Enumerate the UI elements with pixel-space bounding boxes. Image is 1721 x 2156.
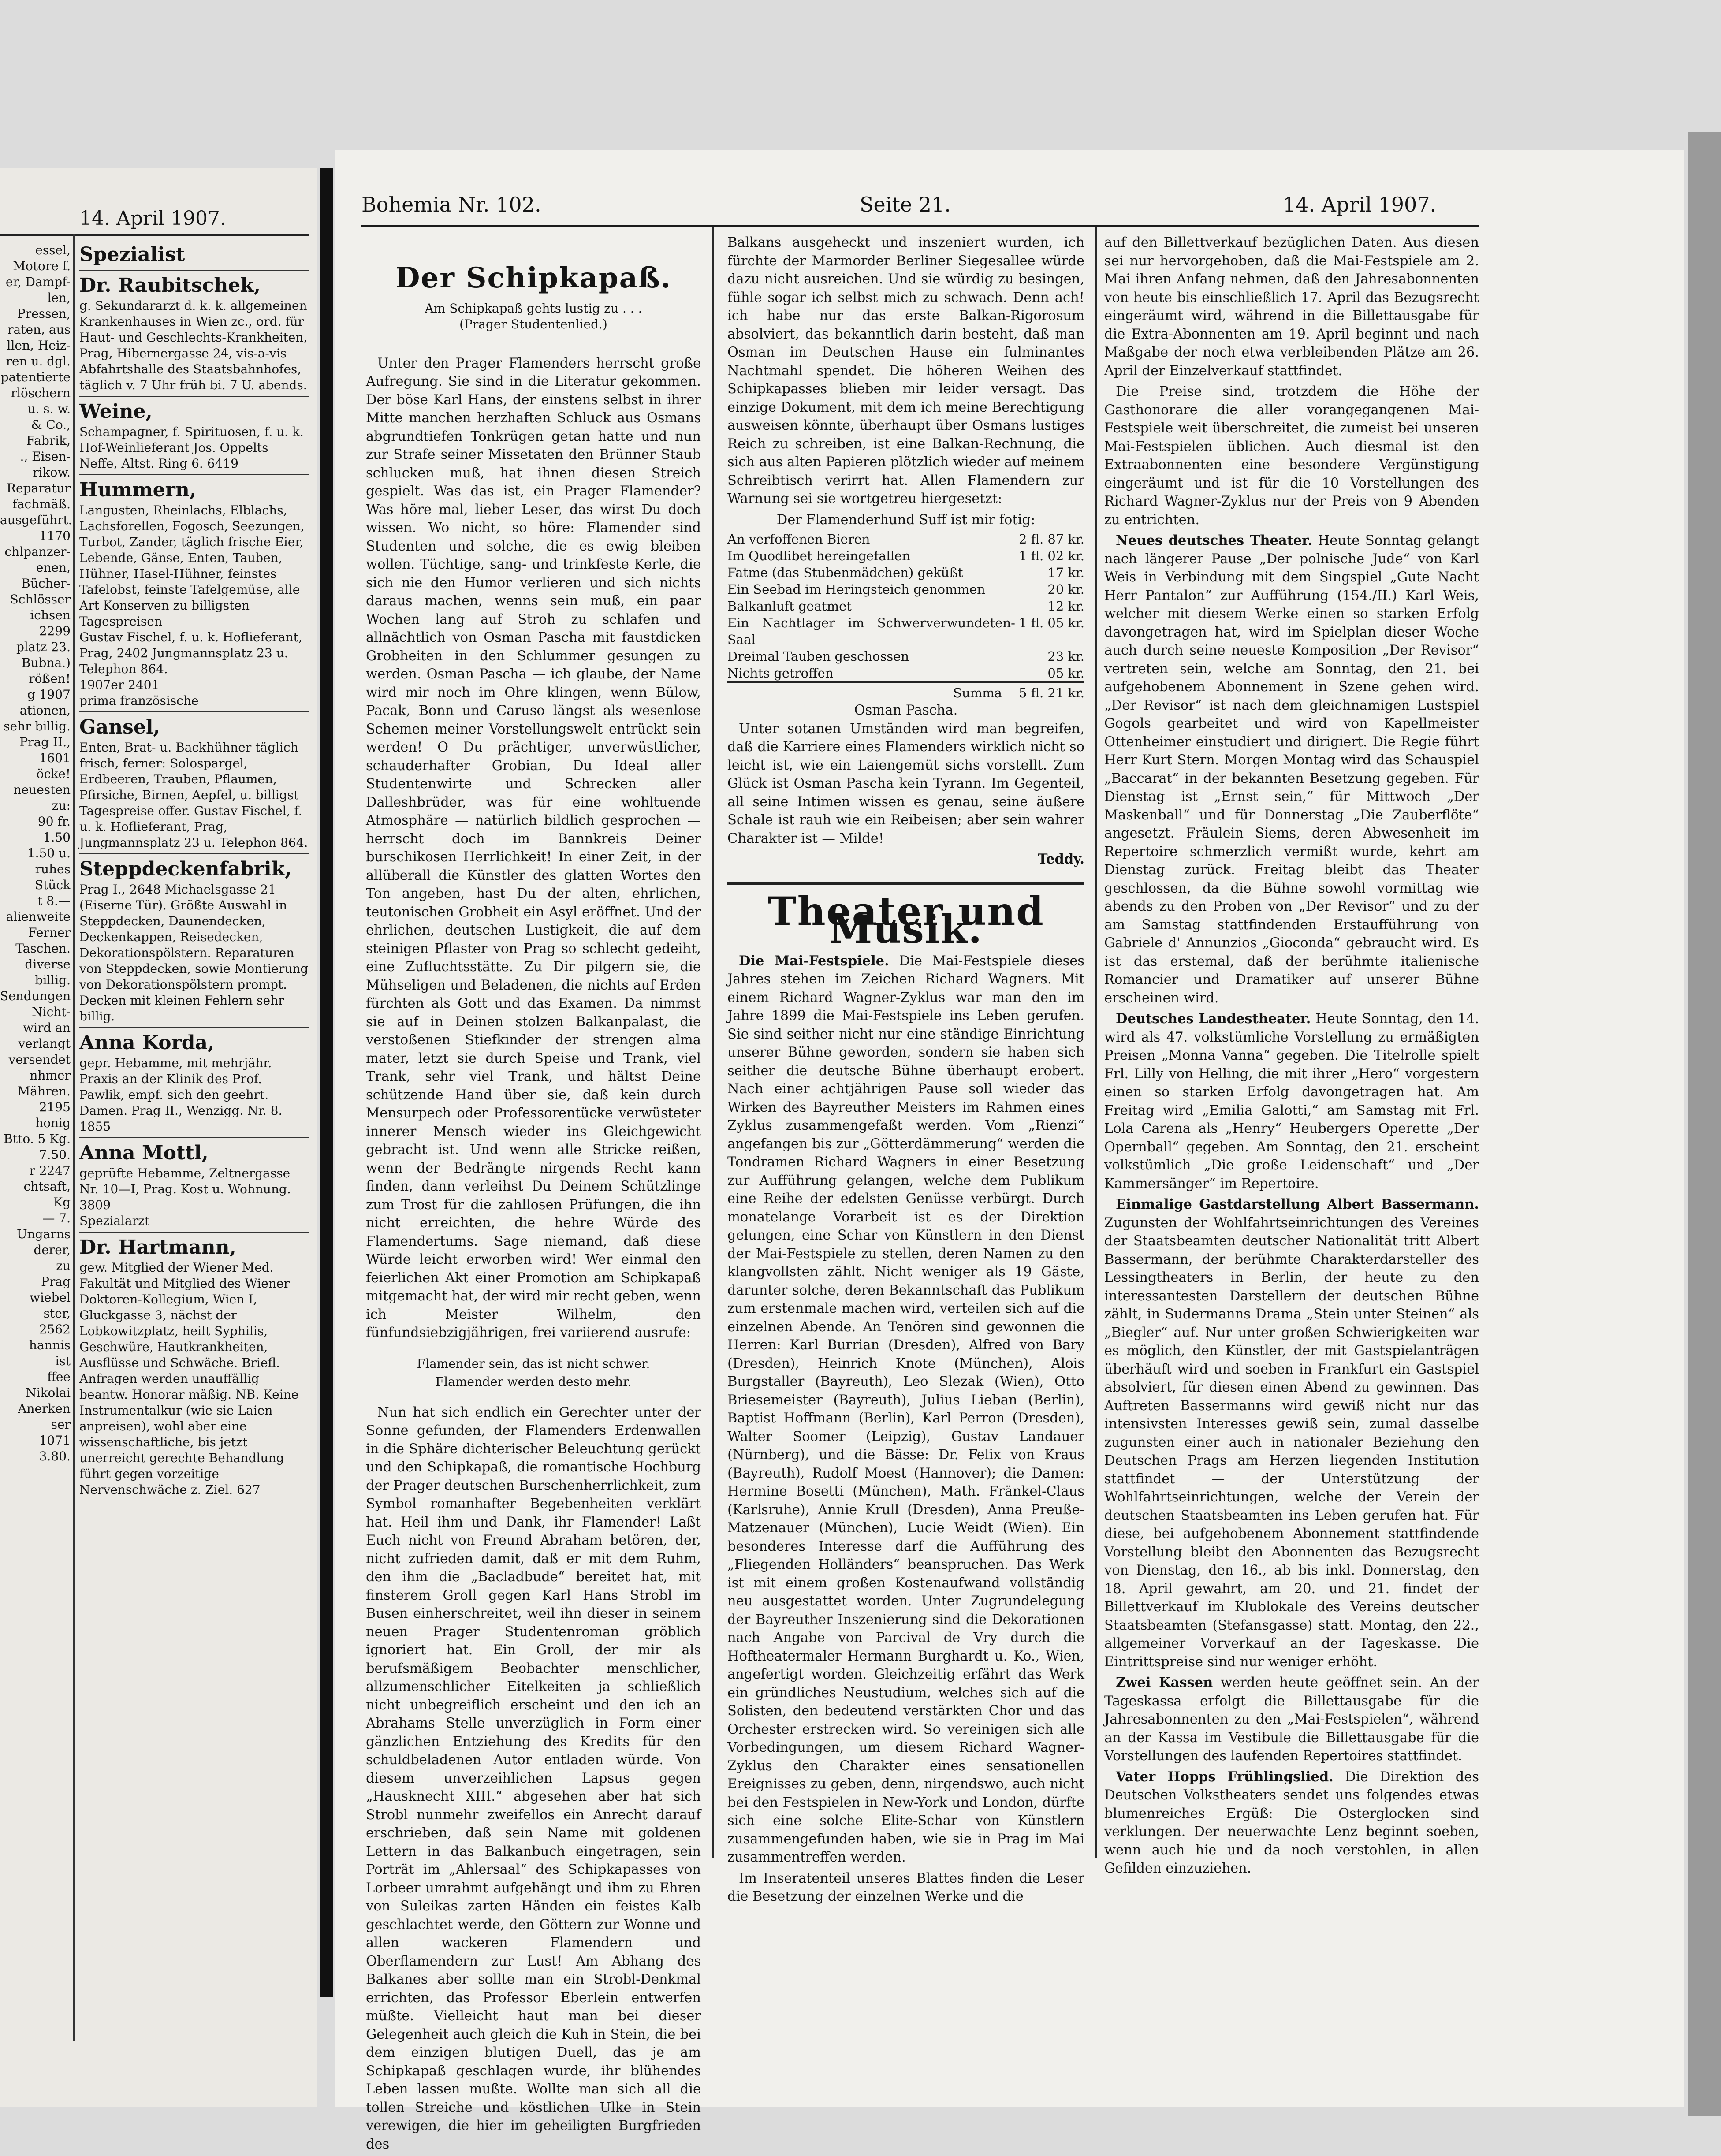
left-page-fragment: 90 fr. [37, 814, 71, 829]
left-page-fragment: derer, [34, 1243, 71, 1257]
ad-text: Enten, Brat- u. Backhühner täglich frisch, ferner: Solospargel, Erdbeeren, Trauben, Pflaumen, Pfirsiche, Birnen, Aepfel, u. billigst Tagespreise offer. Gustav Fischel, f. u. k. Hoflieferant, Prag, Jungmannsplatz 23 u. Telephon 864. [79, 740, 308, 850]
bill-table [727, 531, 1084, 701]
article-paragraph: Die Mai-Festspiele dieses Jahres stehen im Zeichen Richard Wagners. Mit einem Richard Wagner-Zyklus war man den im Jahre 1899 die Mai-Festspiele ins Leben gerufen. Sie sind seither nicht nur eine ständige Einrichtung unserer Bühne geworden, sondern sie haben sich seither die deutsche Bühne überhaupt erobert. Nach einer achtjährigen Pause soll wieder das Wirken des Bayreuther Meisters im Rahmen eines Zyklus zusammengefaßt werden. Vom „Rienzi“ angefangen bis zur „Götterdämmerung“ werden die Tondramen Richard Wagners in einer Besetzung zur Aufführung gelangen, welche dem Publikum eine Reihe der edelsten Genüsse verbürgt. Durch monatelange Vorarbeit ist es der Direktion gelungen, eine Schar von Künstlern in den Dienst der Mai-Festspiele zu stellen, deren Namen zu den klangvollsten zählt. Nicht weniger als 19 Gäste, darunter solche, deren Bekanntschaft das Publikum zum erstenmale machen wird, verteilen sich auf die einzelnen Abende. An Tenören sind gewonnen die Herren: Karl Burrian (Dresden), Alfred von Bary (Dresden), Heinrich Knote (München), Alois Burgstaller (Bayreuth), Leo Slezak (Wien), Otto Briesemeister (Bayreuth), Julius Lieban (Berlin), Baptist Hoffmann (Berlin), Karl Perron (Dresden), Walter Soomer (Leipzig), Gustav Landauer (Nürnberg), und die Bässe: Dr. Felix von Kraus (Bayreuth), Rudolf Moest (Hannover); die Damen: Hermine Bosetti (München), Math. Fränkel-Claus (Karlsruhe), Annie Krull (Dresden), Anna Preuße-Matzenauer (München), Lucie Weidt (Wien). Ein besonderes Interesse darf die Aufführung des „Fliegenden Holländers“ beanspruchen. Das Werk ist mit einem großen Kostenaufwand vollständig neu ausgestattet worden. Unter Zugrundelegung der Bayreuther Inszenierung sind die Dekorationen nach Angabe von Parcival de Vry durch die Hoftheatermaler Hermann Burghardt u. Ko., Wien, angefertigt worden. Gleichzeitig erfährt das Werk ein gründliches Neustudium, welches sich auf die Solisten, den bedeutend verstärkten Chor und das Orchester erstrecken wird. So vereinigen sich alle Vorbedingungen, um diesem Richard Wagner-Zyklus den Charakter eines sensationellen Ereignisses zu geben, denn, nirgendswo, auch nicht bei den Festspielen in New-York und London, dürfte sich eine solche Elite-Schar von Künstlern zusammengefunden haben, wie sie in Prag im Mai zusammentreffen werden. [727, 953, 1085, 1865]
left-page-fragment: t 8.— [37, 894, 71, 908]
ad-heading: Anna Korda, [79, 1031, 215, 1054]
left-page-fragment: raten, aus [7, 322, 71, 337]
section-rule [727, 882, 1084, 885]
left-page-fragment: Sendungen [0, 989, 71, 1003]
subheading: Vater Hopps Frühlingslied. [1116, 1769, 1334, 1785]
left-page-fragment: 2562 [39, 1322, 71, 1337]
bill-amount: 1 fl. 02 kr. [1018, 548, 1084, 563]
article-paragraph: Heute Sonntag, den 14. wird als 47. volkstümliche Vorstellung zu ermäßigten Preisen „Monna Vanna“ gegeben. Die Titelrolle spielt Frl. Lilly von Helling, die mit ihrer „Hero“ vorgestern einen so starken Erfolg davongetragen hat. Am Freitag wird „Emilia Galotti,“ am Samstag mit Frl. Lola Carena als „Henry“ Heubergers Operette „Der Opernball“ gegeben. Am Sonntag, den 21. erscheint volkstümlich „Die große Leidenschaft“ und „Der Kammersänger“ im Repertoire. [1104, 1011, 1479, 1192]
left-page-fragment: 2195 [39, 1100, 71, 1114]
left-page-fragment: nhmer [30, 1068, 71, 1083]
left-page-column-b [79, 242, 309, 1498]
left-page-fragment: ist [55, 1354, 71, 1368]
left-page-fragment: hannis [29, 1338, 71, 1352]
left-page-fragment: Bücher- [21, 576, 71, 591]
ad-text: Gustav Fischel, f. u. k. Hoflieferant, Prag, 2402 Jungmannsplatz 23 u. Telephon 864. [79, 630, 302, 676]
bill-sum-row [727, 682, 1084, 702]
left-page-fragment: rlöschern [11, 386, 71, 400]
bill-row [727, 648, 1084, 665]
article-paragraph: Im Inseratenteil unseres Blattes finden die Leser die Besetzung der einzelnen Werke und die [727, 1870, 1084, 1904]
subheading: Deutsches Landestheater. [1116, 1011, 1311, 1027]
left-page-fragment: — 7. [42, 1211, 71, 1225]
left-page-fragment: ser [51, 1417, 71, 1432]
bill-row [727, 547, 1084, 564]
column-rule-1 [712, 227, 714, 1858]
ad-separator [79, 270, 309, 271]
left-page-fragment: Btto. 5 Kg. [4, 1132, 71, 1146]
left-page-column-rule [73, 234, 75, 2041]
ad-text: Prag I., 2648 Michaelsgasse 21 (Eiserne Tür). Größte Auswahl in Steppdecken, Daunendecken, Deckenkappen, Reisedecken, Dekorationspölstern. Reparaturen von Steppdecken, sowie Montierung von Dekorationspölstern prompt. Decken mit kleinen Fehlern sehr billig. [79, 882, 309, 1024]
ad-heading: Dr. Raubitschek, [79, 274, 261, 297]
left-page-fragment: sehr billig. [4, 719, 71, 734]
left-page-fragment: Motore f. [13, 259, 71, 273]
left-page-fragment: enen, [36, 560, 71, 575]
page-edge [1688, 132, 1721, 2116]
left-page-fragment: ffee [47, 1370, 71, 1384]
ad-text: Schampagner, f. Spirituosen, f. u. k. Hof-Weinlieferant Jos. Oppelts Neffe, Altst. Ring 6. 6419 [79, 424, 304, 471]
article-paragraph: Unter den Prager Flamenders herrscht große Aufregung. Sie sind in die Literatur gekommen. Der böse Karl Hans, der einstens selbst in ihrer Mitte manchen herzhaften Schluck aus Osmans abgrundtiefen Tonkrügen getan hatte und nun zur Strafe seiner Missetaten den Brünner Staub schlucken muß, hat ihnen diesen Streich gespielt. Was das ist, ein Prager Flamender? Was höre mal, lieber Leser, das wirst Du doch wissen. Wo nicht, so höre: Flamender sind Studenten und solche, die es ewig bleiben wollen. Tüchtige, sang- und trinkfeste Kerle, die sich nie den Humor verlieren und sich nichts daraus machen, wenns sein muß, ein paar Wochen lang auf Stroh zu schlafen und allnächtlich von Osman Pascha mit faustdicken Grobheiten in den Schlummer gesungen zu werden. Osman Pascha — ich glaube, der Name wird mir noch im Ohre klingen, wenn Bülow, Pacak, Bonn und Caruso längst als wesenlose Schemen meiner Vorstellungswelt entrückt sein werden! O Du prächtiger, unverwüstlicher, schauderhafter Grobian, Du Ideal aller Studentenwirte und Schrecken aller Dalleshbrüder, was für eine wohltuende Atmosphäre — natürlich bildlich gesprochen — herrscht doch im Bannkreis Deiner burschikosen Herrlichkeit! In einer Zeit, in der allüberall die Künstler des glatten Wortes den Ton angeben, hast Du der alten, ehrlichen, teutonischen Grobheit ein Asyl eröffnet. Und der ehrlichen, deutschen Lustigkeit, die auf dem steinigen Pflaster von Prag so schlecht gedeiht, eine Zufluchtsstätte. Zu Dir pilgern sie, die Mühseligen und Beladenen, die nichts auf Erden fürchten als Gott und das Examen. Da nimmst sie auf in Deinen stolzen Balkanpalast, die verstoßenen Stiefkinder der strengen alma mater, letzt sie durch Speise und Trank, viel Trank, sehr viel Trank, und hältst Deine schützende Hand über sie, daß kein durch Mensurpech oder Professorentücke verwüsteter innerer Mensch wieder ins Gleichgewicht gebracht ist. Und wenn alle Stricke reißen, wenn der Bedrängte nirgends Recht kann finden, dann verleihst Du Deinem Schützlinge zum Trost für die zahllosen Prüfungen, die ihn nicht erreichten, die hehre Würde des Flamendertums. Sage niemand, daß diese Würde leicht erworben wird! Wer einmal den feierlichen Akt einer Promotion am Schipkapaß mitgemacht hat, der wird mir recht geben, wenn ich Meister Wilhelm, den fünfundsiebzigjährigen, frei variierend ausrufe: [366, 355, 701, 1341]
left-page-fragment: len, Pressen, [17, 290, 71, 321]
left-page-fragment: ausgeführt. [0, 513, 72, 527]
ad-heading: Hummern, [79, 479, 197, 501]
left-page-fragment: rößen! [29, 671, 71, 686]
ad-separator [79, 853, 309, 854]
bill-row [727, 564, 1084, 581]
ad-heading: Steppdeckenfabrik, [79, 858, 292, 880]
left-page-fragment: g 1907 [27, 687, 71, 702]
left-page [0, 168, 317, 2107]
left-page-fragment: versendet [8, 1052, 71, 1067]
column-rule-2 [1095, 227, 1097, 1858]
left-page-fragment: rikow. [33, 465, 71, 480]
left-page-fragment: honig [35, 1116, 71, 1130]
article-paragraph: werden heute geöffnet sein. An der Tageskassa erfolgt die Billettausgabe für die Jahresabonnenten zu den „Mai-Festspielen“, während an der Kassa im Vestibule die Billettausgabe für die Vorstellungen des laufenden Repertoires stattfindet. [1104, 1675, 1479, 1764]
left-page-fragment: Nicht- [32, 1005, 71, 1019]
left-page-fragment: essel, [35, 243, 71, 257]
left-page-fragment: 3.80. [39, 1449, 71, 1463]
left-page-fragment: chtsaft, [23, 1179, 71, 1194]
left-page-fragment: 7.50. [39, 1147, 71, 1162]
left-page-column-a [0, 242, 71, 1464]
header-date: 14. April 1907. [1283, 193, 1437, 216]
ad-separator [79, 396, 309, 397]
book-gutter [320, 168, 333, 1997]
bill-amount: 2 fl. 87 kr. [1018, 532, 1084, 547]
subheading: Zwei Kassen [1116, 1675, 1213, 1691]
left-page-fragment: billig. [35, 973, 71, 987]
left-page-fragment: Prag [41, 1274, 71, 1289]
left-page-fragment: wiebel [30, 1290, 71, 1305]
left-page-fragment: 1.50 [43, 830, 71, 845]
bill-title: Der Flamenderhund Suff ist mir fotig: [776, 512, 1036, 528]
left-page-fragment: Mähren. [17, 1084, 71, 1098]
ad-separator [79, 1137, 309, 1138]
bill-amount: 20 kr. [1047, 582, 1084, 597]
header-paper-issue: Bohemia Nr. 102. [361, 193, 541, 216]
ad-text: Langusten, Rheinlachs, Elblachs, Lachsforellen, Fogosch, Seezungen, Turbot, Zander, täglich frische Eier, Lebende, Gänse, Enten, Tauben, Hühner, Hasel-Hühner, feinstes Tafelobst, feinste Tafelgemüse, alle Art Konserven zu billigsten Tagespreisen [79, 503, 305, 629]
left-page-fragment: zu [56, 1259, 71, 1273]
left-page-fragment: diverse [25, 957, 71, 972]
article-paragraph: Zugunsten der Wohlfahrtseinrichtungen des Vereines der Staatsbeamten deutscher Nationalität tritt Albert Bassermann, der berühmte Charakterdarsteller des Lessingtheaters in Berlin, der heute zu den interessantesten Darstellern der deutschen Bühne zählt, in Sudermanns Drama „Stein unter Steinen“ als „Biegler“ auf. Nur unter großen Schwierigkeiten war es möglich, den Künstler, der mit Gastspielanträgen überhäuft wird und soeben in Frankfurt ein Gastspiel absolviert, für diesen einen Abend zu gewinnen. Das Auftreten Bassermanns wird gewiß nicht nur das intensivsten Interesses gewiß sein, zumal dasselbe zugunsten einer auch in nationaler Beziehung den Deutschen Prags am Herzen liegenden Institution stattfindet — der Unterstützung der Wohlfahrtseinrichtungen, welche der Verein der deutschen Staatsbeamten ins Leben gerufen hat. Für diese, bei aufgehobenem Abonnement stattfindende Vorstellung bleibt den Abonnenten das Bezugsrecht von Dienstag, den 16., ab bis inkl. Donnerstag, den 18. April gewahrt, am 20. und 21. findet der Billettverkauf im Klublokale des Vereins deutscher Staatsbeamten (Stefansgasse) statt. Montag, den 22., allgemeiner Vorverkauf an der Tageskasse. Die Eintrittspreise sind nur weniger erhöht. [1104, 1215, 1479, 1670]
left-page-fragment: verlangt [18, 1036, 71, 1051]
left-page-fragment: 1071 [39, 1433, 71, 1448]
article-paragraph: Unter sotanen Umständen wird man begreifen, daß die Karriere eines Flamenders wirklich nicht so leicht ist, wie ein Laiengemüt sichs vorstellt. Zum Glück ist Osman Pascha kein Tyrann. Im Gegenteil, all seine Intimen wissen es genau, seine äußere Schale ist rauh wie ein Reibeisen; aber sein wahrer Charakter ist — Milde! [727, 721, 1084, 846]
ad-separator [79, 474, 309, 475]
bill-signature: Osman Pascha. [854, 703, 958, 718]
ad-separator [79, 711, 309, 712]
ad-separator [79, 1232, 309, 1233]
article-paragraph: auf den Billettverkauf bezüglichen Daten. Aus diesen sei nur hervorgehoben, daß die Mai-Festspiele am 2. Mai ihren Anfang nehmen, daß den Jahresabonnenten von heute bis einschließlich 17. April das Bezugsrecht eingeräumt wird, während in die Billettausgabe für die Extra-Abonnenten am 19. April beginnt und nach Maßgabe der noch etwa verbleibenden Plätze am 26. April der Einzelverkauf stattfindet. [1104, 235, 1479, 379]
left-page-fragment: ., Eisen- [20, 449, 71, 464]
ad-separator [79, 1027, 309, 1028]
left-page-date: 14. April 1907. [79, 207, 227, 230]
column-1 [366, 238, 701, 2156]
ad-text: gew. Mitglied der Wiener Med. Fakultät und Mitglied des Wiener Doktoren-Kollegium, Wien I, Gluckgasse 3, nächst der Lobkowitzplatz, heilt Syphilis, Geschwüre, Hautkrankheiten, Ausflüsse und Schwäche. Briefl. Anfragen werden unauffällig beantw. Honorar mäßig. NB. Keine Instrumentalkur (wie sie Laien anpreisen), wohl aber eine wissenschaftliche, bis jetzt unerreicht gerechte Behandlung führt gegen vorzeitige Nervenschwäche z. Ziel. 627 [79, 1260, 299, 1497]
article-paragraph: Die Direktion des Deutschen Volkstheaters sendet uns folgendes etwas blumenreiches Ergüß: Die Osterglocken sind verklungen. Der neuerwachte Lenz beginnt soeben, wenn auch hie und da noch verstohlen, in allen Gefilden einzuziehen. [1104, 1769, 1479, 1876]
article-motto [366, 301, 701, 332]
left-page-fragment: Anerken [18, 1401, 71, 1416]
ad-text: gepr. Hebamme, mit mehrjähr. Praxis an der Klinik des Prof. Pawlik, empf. sich den geehrt. Damen. Prag II., Wenzigg. Nr. 8. 1855 [79, 1056, 283, 1134]
left-page-fragment: llen, Heiz- [7, 338, 71, 353]
bill-item: Im Quodlibet hereingefallen [727, 548, 910, 563]
article-paragraph: Nun hat sich endlich ein Gerechter unter der Sonne gefunden, der Flamenders Erdenwallen in die Sphäre dichterischer Beleuchtung gerückt und den Schipkapaß, die romantische Hochburg der Prager deutschen Burschenherrlichkeit, zum Symbol romanhafter Begebenheiten verklärt hat. Heil ihm und Dank, ihr Flamender! Laßt Euch nicht von Freund Abraham betören, der, nicht zufrieden damit, daß er mit dem Ruhm, den ihm die „Bacladbude“ bereitet hat, mit finsterem Groll gegen Karl Hans Strobl im Busen einherschreitet, weil ihn dieser in seinem neuen Prager Studentenroman gröblich ignoriert hat. Ein Groll, der mir als berufsmäßigem Beobachter menschlicher, allzumenschlicher Eitelkeiten ja schließlich nicht unbegreiflich erscheint und den ich an Abrahams Stelle unverzüglich in Form einer gänzlichen Entziehung des Kredits für den schuldbeladenen Autor entladen würde. Von diesem unverzeihlichen Lapsus gegen „Hausknecht XIII.“ abgesehen aber hat sich Strobl nunmehr zweifellos ein Anrecht darauf erschrieben, daß sein Name mit goldenen Lettern in das Balkanbuch eingetragen, sein Porträt im „Ahlersaal“ des Schipkapasses von Lorbeer umrahmt aufgehängt und ihm zu Ehren von Suleikas zarten Händen ein feistes Kalb geschlachtet werde, den Göttern zur Wonne und allen wackeren Flamendern und Oberflamendern zur Lust! Am Abhang des Balkanes aber sollte man ein Strobl-Denkmal errichten, das Professor Eberlein entwerfen müßte. Vielleicht haut man bei dieser Gelegenheit auch gleich die Kuh in Stein, die bei dem einzigen blutigen Duell, das je am Schipkapaß geschlagen wurde, ihr blühendes Leben lassen mußte. Wollte man sich all die tollen Streiche und köstlichen Ulke in Stein verewigen, die hier im geheiligten Burgfrieden des [366, 1404, 701, 2152]
newspaper-page [335, 150, 1684, 2152]
article-author: Teddy. [1037, 851, 1084, 867]
bill-amount: 23 kr. [1047, 649, 1084, 664]
left-page-fragment: öcke! [36, 767, 71, 781]
bill-item: Nichts getroffen [727, 666, 834, 681]
bill-row [727, 614, 1084, 648]
column-3 [1104, 234, 1479, 1880]
bill-sum-label: Summa [727, 682, 1015, 702]
ad-text: geprüfte Hebamme, Zeltnergasse Nr. 10—I, Prag. Kost u. Wohnung. 3809 [79, 1166, 291, 1212]
bill-item: Ein Nachtlager im Schwerverwundeten-Saal [727, 615, 1015, 647]
motto-line-1: Am Schipkapaß gehts lustig zu . . . [425, 301, 642, 316]
left-page-fragment: Bubna.) [21, 655, 71, 670]
ad-heading: Weine, [79, 400, 153, 423]
bill-item: Balkanluft geatmet [727, 599, 852, 614]
article-paragraph: Die Preise sind, trotzdem die Höhe der Gasthonorare die aller vorangegangenen Mai-Festspiele weit überschreitet, die zumeist bei unseren Mai-Festspielen üblichen. Auch diesmal ist den Extraabonnenten eine besondere Vergünstigung eingeräumt und ist für die 10 Vorstellungen des Richard Wagner-Zyklus nur der Preis von 9 Abenden zu entrichten. [1104, 384, 1479, 528]
left-page-fragment: platz 23. [16, 640, 71, 654]
bill-amount: 05 kr. [1047, 666, 1084, 681]
bill-row [727, 581, 1084, 598]
left-page-fragment: wird an [23, 1020, 71, 1035]
ad-heading: Dr. Hartmann, [79, 1236, 236, 1259]
left-page-fragment: Kg [53, 1195, 71, 1210]
left-page-fragment: neuesten [13, 782, 71, 797]
left-page-fragment: fachmäß. [12, 497, 71, 511]
ad-heading: Anna Mottl, [79, 1142, 209, 1164]
left-page-fragment: u. s. w. [27, 402, 71, 416]
section-title: Theater und Musik. [767, 888, 1044, 952]
subheading: Einmalige Gastdarstellung Albert Bassermann. [1116, 1196, 1479, 1212]
bill-item: An verfoffenen Bieren [727, 532, 870, 547]
left-page-fragment: zu: [52, 798, 71, 813]
left-page-fragment: ren u. dgl. [6, 354, 71, 369]
article-paragraph: Balkans ausgeheckt und inszeniert wurden, ich fürchte der Marmorder Berliner Siegesallee würde dazu nicht ausreichen. Und sie würdig zu besingen, fühle sogar ich selbst mich zu schwach. Denn ach! ich habe nur das erste Balkan-Rigorosum absolviert, das bekanntlich darin besteht, daß man Osman im Deutschen Hause ein fulminantes Nachtmahl spendet. Die höheren Weihen des Schipkapasses blieben mir leider versagt. Das einzige Dokument, mit dem ich meine Berechtigung ausweisen könnte, überhaupt über Osmans lustiges Reich zu schreiben, ist eine Balkan-Rechnung, die sich aus alten Papieren plötzlich wieder auf meinem Schreibtisch verirrt hat. Allen Flamendern zur Warnung sei sie wortgetreu hiergesetzt: [727, 235, 1084, 506]
left-page-fragment: Stück [34, 878, 71, 892]
bill-item: Dreimal Tauben geschossen [727, 649, 909, 664]
article-title: Der Schipkapaß. [395, 261, 671, 294]
column-2 [727, 234, 1084, 1909]
ad-text: g. Sekundararzt d. k. k. allgemeinen Krankenhauses in Wien zc., ord. für Haut- und Geschlechts-Krankheiten, Prag, Hibernergasse 24, vis-a-vis Abfahrtshalle des Staatsbahnhofes, täglich v. 7 Uhr früh bi. 7 U. abends. [79, 298, 308, 392]
ad-heading: Gansel, [79, 716, 160, 738]
bill-row [727, 665, 1084, 682]
left-page-fragment: Nikolai [26, 1385, 71, 1400]
left-page-fragment: r 2247 [29, 1163, 71, 1178]
left-page-fragment: ster, [43, 1306, 71, 1321]
header-page-number: Seite 21. [860, 193, 951, 216]
ad-text: 1907er 2401 [79, 678, 160, 692]
left-page-fragment: 1170 [39, 529, 71, 543]
left-page-fragment: Ungarns [16, 1227, 71, 1241]
left-page-fragment: chlpanzer- [4, 544, 71, 559]
bill-amount: 12 kr. [1047, 599, 1084, 614]
left-page-fragment: ichsen [30, 608, 71, 622]
bill-row [727, 598, 1084, 614]
left-page-fragment: 1.50 u. [27, 846, 71, 860]
left-page-fragment: er, Dampf- [5, 275, 71, 289]
left-page-fragment: & Co., [31, 417, 71, 432]
left-page-fragment: patentierte [0, 370, 71, 384]
bill-sum-value: 5 fl. 21 kr. [1015, 682, 1084, 702]
left-page-fragment: 1601 [39, 751, 71, 765]
verse-line-1: Flamender sein, das ist nicht schwer. [417, 1356, 650, 1371]
left-page-fragment: 2299 [39, 624, 71, 638]
subheading: Neues deutsches Theater. [1116, 532, 1313, 548]
verse [366, 1355, 701, 1391]
bill-amount: 17 kr. [1047, 565, 1084, 580]
ad-heading: Spezialist [79, 243, 185, 266]
bill-item: Fatme (das Stubenmädchen) geküßt [727, 565, 963, 580]
left-page-fragment: Prag II., [19, 735, 71, 749]
left-page-fragment: Ferner [28, 925, 71, 940]
bill-amount: 1 fl. 05 kr. [1018, 615, 1084, 630]
bill-item: Ein Seebad im Heringsteich genommen [727, 582, 985, 597]
left-page-fragment: alienweite [6, 909, 71, 924]
article-paragraph: Heute Sonntag gelangt nach längerer Pause „Der polnische Jude“ von Karl Weis in Verbindung mit dem Singspiel „Gute Nacht Herr Pantalon“ zur Aufführung (154./II.) Karl Weis, welcher mit diesem Werke einen so starken Erfolg davongetragen hat, wird im Spielplan dieser Woche auch durch seine neueste Komposition „Der Revisor“ vertreten sein, welche am Sonntag, den 21. bei aufgehobenem Abonnement in Szene gehen wird. „Der Revisor“ ist nach dem gleichnamigen Lustspiel Gogols gearbeitet und wird von Kapellmeister Ottenheimer einstudiert und dirigiert. Die Regie führt Herr Kurt Stern. Morgen Montag wird das Schauspiel „Baccarat“ in der bekannten Besetzung gegeben. Für Dienstag ist „Ernst sein,“ für Mittwoch „Der Maskenball“ und für Donnerstag „Die Zauberflöte“ angesetzt. Fräulein Siems, deren Abwesenheit im Repertoire schmerzlich vermißt wurde, kehrt am Dienstag zurück. Freitag bleibt das Theater geschlossen, da die Bühne sowohl vormittag wie abends zu den Proben von „Der Revisor“ und zu der am Samstag stattfindenden Erstaufführung von Gabriele d' Annunzios „Gioconda“ gebraucht wird. Es ist das erstemal, daß der berühmte italienische Romancier und Dramatiker auf unserer Bühne erscheinen wird. [1104, 533, 1479, 1006]
left-page-fragment: ationen, [19, 703, 71, 718]
header-rule [361, 225, 1479, 227]
left-page-fragment: Schlösser [10, 592, 71, 607]
motto-line-2: (Prager Studentenlied.) [459, 317, 607, 331]
left-page-fragment: Taschen. [15, 941, 71, 956]
ad-text: prima französische [79, 693, 199, 708]
left-page-fragment: Fabrik, [26, 433, 71, 448]
bill-row [727, 531, 1084, 547]
left-page-fragment: ruhes [35, 862, 71, 876]
ad-text: Spezialarzt [79, 1214, 150, 1228]
subheading: Die Mai-Festspiele. [739, 953, 889, 969]
verse-line-2: Flamender werden desto mehr. [435, 1374, 632, 1389]
left-page-header-rule [0, 234, 309, 236]
left-page-fragment: Reparatur [6, 481, 71, 495]
